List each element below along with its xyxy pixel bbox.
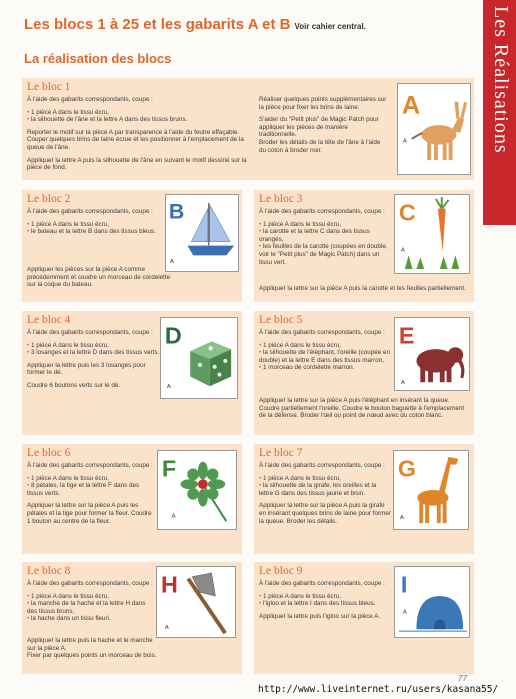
piece-label: A [399,515,404,522]
block-instructions: Appliquer la lettre puis l'igloo sur la pièce A. [259,612,381,620]
block-7 [254,444,474,554]
block-9-text [259,580,389,625]
page-number: 77 [458,674,467,683]
block-1 [22,78,474,180]
igloo-icon [399,596,467,631]
cut-item: • la silhouette de l'âne et la lettre A dans des tissus bruns. [27,116,252,124]
cut-list [27,475,154,498]
section-title: La réalisation des blocs [24,51,172,66]
block-instructions: Broder les détails de la tête de l'âne à l'aide du coton à broder noir. [259,138,381,154]
block-7-text [259,462,391,530]
block-1-text-left [27,96,252,177]
cut-list [27,221,160,236]
carrot-illustration [394,194,470,274]
giraffe-illustration [393,450,469,530]
block-instructions: Appliquer la lettre puis la hache et le manche sur la pièce A. [27,637,153,652]
cut-list [27,109,252,124]
block-title: Le bloc 5 [259,314,303,326]
letter-f-applique: F [161,455,177,482]
flower-illustration [157,450,237,530]
leaves-icon [405,255,460,269]
letter-i-applique: I [400,571,408,598]
block-intro: À l'aide des gabarits correspondants, coupe : [259,208,385,215]
cut-list [27,593,155,623]
block-instructions: Appliquer la lettre sur la pièce A puis la girafe en insérant quelques brins de laine pour former la queue. Broder les détails. [259,502,391,525]
block-4 [22,311,242,435]
cut-item: • la carotte et la lettre C dans des tissus orangés, [259,228,391,243]
piece-label: A [171,513,176,520]
block-5-instructions [259,397,471,425]
flower-icon [180,462,226,521]
sailboat-icon [187,203,234,256]
block-instructions: Reporter le motif sur la pièce A par transparence à l'aide du feutre effaçable. Couper quelques brins de laine écrue et les positionner à l'emplacement de la queue de l'âne. [27,128,244,151]
giraffe-icon [417,457,458,523]
cut-item: • la silhouette de l'éléphant, l'oreille (coupée en double) et la lettre E dans des tissus marron, [259,349,393,364]
igloo-illustration [394,566,470,638]
block-8 [22,562,242,674]
axe-illustration [156,566,236,638]
block-intro: À l'aide des gabarits correspondants, coupe : [27,580,153,587]
block-2-instructions [27,266,177,294]
letter-c-applique: C [398,199,416,226]
boat-illustration [165,194,239,272]
cut-list [259,221,391,267]
page-title-text: Les blocs 1 à 25 et les gabarits A et B [24,16,291,33]
cut-item: • la hache dans un tissu fleuri. [27,615,155,623]
piece-label: A [169,259,174,266]
block-5-text [259,329,393,377]
letter-d-applique: D [164,322,182,349]
block-instructions: Appliquer la lettre sur la pièce A puis la carotte et les feuilles partiellement. [259,285,466,292]
block-intro: À l'aide des gabarits correspondants, coupe : [259,329,385,336]
piece-label: A [166,384,171,391]
cut-item: • 1 pièce A dans le tissu écru, [259,475,391,483]
piece-label: A [402,138,407,145]
die-illustration [160,317,238,399]
cut-item: • 1 pièce A dans le tissu écru, [259,221,391,229]
block-2-text [27,208,160,241]
side-tab-label: Les Réalisations [490,6,512,154]
block-intro: À l'aide des gabarits correspondants, coupe : [27,208,153,215]
cut-item: • les feuilles de la carotte (coupées en double, voir le "Petit plus" de Magic Patch) dans un tissu vert. [259,243,391,266]
block-instructions: Appliquer la lettre A puis la silhouette de l'âne en suivant le motif dessiné sur la pièce de fond. [27,156,247,172]
block-intro: À l'aide des gabarits correspondants, coupe : [259,580,385,587]
elephant-illustration [394,317,470,391]
piece-label: A [400,380,405,387]
axe-icon [188,573,225,633]
letter-a-applique: A [401,91,421,120]
block-9 [254,562,474,674]
cut-item: • 1 pièce A dans le tissu écru, [27,475,154,483]
block-instructions: Appliquer la lettre puis les 3 losanges pour former le dé. [27,361,146,377]
page-title [24,16,366,33]
block-intro: À l'aide des gabarits correspondants, coupe : [259,462,385,469]
block-title: Le bloc 1 [27,81,71,93]
cut-item: • 1 morceau de cordelette marron. [259,364,393,372]
page-subtitle: Voir cahier central. [294,22,366,31]
cut-list [259,475,391,498]
block-instructions: Fixer par quelques points un morceau de bois. [27,652,157,660]
cut-item: • 1 pièce A dans le tissu écru, [259,342,393,350]
block-intro: À l'aide des gabarits correspondants, coupe : [27,329,153,336]
cut-item: • la manche de la hache et la lettre H dans des tissus bruns, [27,600,155,615]
block-title: Le bloc 3 [259,193,303,205]
block-6 [22,444,242,554]
block-title: Le bloc 9 [259,565,303,577]
block-2 [22,190,242,302]
cut-item: • le bateau et la lettre B dans des tissus bleus. [27,228,160,236]
block-intro: À l'aide des gabarits correspondants, coupe : [27,462,153,469]
elephant-icon [416,347,464,382]
cut-list [259,593,389,608]
donkey-illustration [397,83,471,175]
letter-g-applique: G [397,455,417,482]
block-title: Le bloc 8 [27,565,71,577]
block-8-instructions [27,637,237,665]
block-3-instructions [259,285,469,298]
cut-item: • la silhouette de la girafe, les oreilles et la lettre G dans des tissus jaune et brun. [259,482,391,497]
block-3-text [259,208,391,271]
cut-item: • 1 pièce A dans le tissu écru, [27,593,155,601]
piece-label: A [400,247,405,254]
block-instructions: S'aider du "Petit plus" de Magic Patch pour appliquer les pièces de manière traditionnelle. [259,116,379,139]
section-side-tab [483,0,516,225]
cut-item: • 8 pétales, la tige et la lettre F dans des tissus verts. [27,482,154,497]
cut-item: • 1 pièce A dans le tissu écru, [27,109,252,117]
letter-e-applique: E [398,322,415,349]
block-instructions: Coudre 6 boutons verts sur le dé. [27,381,121,389]
cut-list [27,342,160,357]
block-3 [254,190,474,302]
carrot-icon [436,197,449,252]
cut-item: • l'igloo et la lettre I dans des tissus bleus. [259,600,389,608]
block-4-text [27,329,160,395]
source-url[interactable]: http://www.liveinternet.ru/users/kasana55/ [258,684,499,695]
block-1-text-right [259,96,387,159]
block-instructions: Appliquer les pièces sur la pièce A comme précédemment et coudre un morceau de cordelette sur la coque du bateau. [27,266,171,289]
block-5 [254,311,474,435]
cut-list [259,342,393,372]
letter-h-applique: H [161,571,178,598]
letter-b-applique: B [168,199,185,224]
cut-item: • 3 losanges et la lettre D dans des tissus verts. [27,349,160,357]
cut-item: • 1 pièce A dans le tissu écru, [27,221,160,229]
die-icon [190,341,231,386]
cut-item: • 1 pièce A dans le tissu écru, [259,593,389,601]
piece-label: A [164,625,169,632]
block-title: Le bloc 2 [27,193,71,205]
block-instructions: Appliquer la lettre sur la pièce A puis l'éléphant en insérant la queue. Coudre partiellement l'oreille. Coudre le bouton baguette à l'emplacement de la défense. Broder l'œil ou point de nœud avec du coton blanc. [259,397,465,420]
cut-item: • 1 pièce A dans le tissu écru, [27,342,160,350]
block-intro: À l'aide des gabarits correspondants, coupe : [27,96,153,103]
block-instructions: Appliquer la lettre sur la pièce A puis les pétales et la tige pour former la fleur. Coudre 1 bouton au centre de la fleur. [27,502,152,525]
block-title: Le bloc 6 [27,447,71,459]
block-6-text [27,462,154,530]
block-title: Le bloc 4 [27,314,71,326]
piece-label: A [402,609,407,616]
block-instructions: Réaliser quelques points supplémentaires sur la pièce pour fixer les brins de laine. [259,96,387,111]
block-title: Le bloc 7 [259,447,303,459]
block-8-text [27,580,155,628]
